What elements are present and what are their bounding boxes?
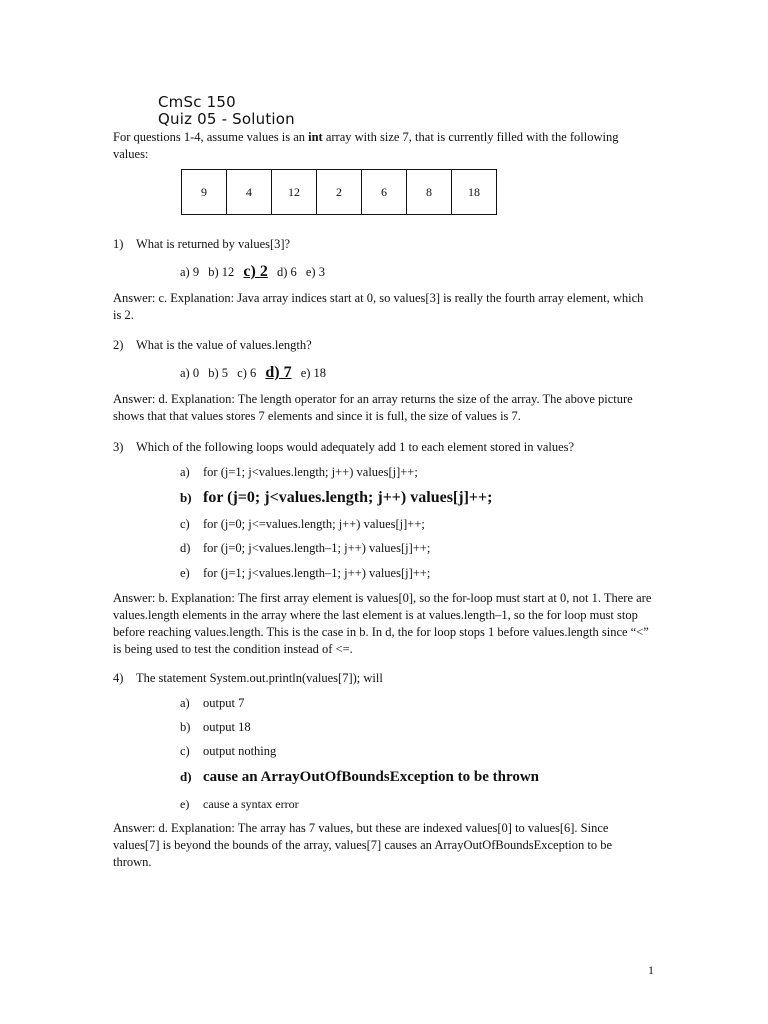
q3-option-e: e) for (j=1; j<values.length–1; j++) values[j]++;	[180, 566, 431, 580]
q4-option-d-correct: d) cause an ArrayOutOfBoundsException to be thrown	[180, 769, 540, 785]
q4-answer: Answer: d. Explanation: The array has 7 values, but these are indexed values[0] to values[6]. Since values[7] is beyond the bounds of the array, values[7] causes an ArrayOutOfBoundsException to be thrown.	[113, 821, 613, 869]
intro-pre: For questions 1-4, assume values is an	[113, 130, 309, 144]
array-cell: 6	[362, 170, 407, 215]
choice-d-correct: d) 7	[265, 364, 292, 381]
array-cell: 12	[272, 170, 317, 215]
question-number: 1)	[113, 237, 124, 251]
values-array-table	[181, 169, 497, 215]
question-3	[113, 440, 574, 455]
choice-a: a) 9	[180, 265, 200, 279]
question-2	[113, 338, 312, 353]
question-text: Which of the following loops would adequately add 1 to each element stored in values?	[136, 440, 575, 454]
choice-c: c) 6	[237, 366, 257, 380]
q2-answer: Answer: d. Explanation: The length operator for an array returns the size of the array. The above picture shows that that values stores 7 elements and since it is full, the size of values is 7.	[113, 392, 633, 423]
q4-option-a: a) output 7	[180, 696, 245, 710]
q1-answer: Answer: c. Explanation: Java array indices start at 0, so values[3] is really the fourth array element, which is 2.	[113, 291, 644, 322]
course-title: CmSc 150	[158, 93, 236, 111]
choice-c-correct: c) 2	[243, 263, 268, 280]
choice-a: a) 0	[180, 366, 200, 380]
q3-option-a: a) for (j=1; j<values.length; j++) values[j]++;	[180, 465, 418, 479]
question-number: 3)	[113, 440, 124, 454]
q4-option-e: e) cause a syntax error	[180, 797, 299, 811]
choice-d: d) 6	[276, 265, 297, 279]
q3-answer: Answer: b. Explanation: The first array element is values[0], so the for-loop must start at 0, not 1. There are values.length elements in the array where the last element is at values.length–1, so the for loop must stop before reaching values.length. This is the case in b. In d, the for loop stops 1 before values.length since “<” is being used to test the condition instead of <=.	[113, 591, 652, 656]
array-cell: 9	[182, 170, 227, 215]
q4-option-c: c) output nothing	[180, 744, 277, 758]
question-text: What is the value of values.length?	[136, 338, 312, 352]
q2-choices	[180, 364, 332, 382]
array-cell: 8	[407, 170, 452, 215]
question-1	[113, 237, 290, 252]
array-cell: 4	[227, 170, 272, 215]
q1-choices	[180, 263, 331, 281]
question-text: The statement System.out.println(values[7]); will	[136, 671, 383, 685]
choice-e: e) 3	[305, 265, 325, 279]
intro-paragraph	[113, 129, 653, 163]
question-4	[113, 671, 383, 686]
array-cell: 2	[317, 170, 362, 215]
choice-e: e) 18	[300, 366, 327, 380]
question-text: What is returned by values[3]?	[136, 237, 291, 251]
question-number: 4)	[113, 671, 124, 685]
page-number: 1	[648, 963, 654, 977]
quiz-title: Quiz 05 - Solution	[158, 110, 295, 128]
intro-bold: int	[308, 130, 323, 144]
array-cell: 18	[452, 170, 497, 215]
choice-b: b) 5	[208, 366, 229, 380]
q3-option-c: c) for (j=0; j<=values.length; j++) values[j]++;	[180, 517, 425, 531]
q3-option-d: d) for (j=0; j<values.length–1; j++) values[j]++;	[180, 541, 431, 555]
intro-post: array with size 7, that is currently filled with the following values:	[113, 130, 619, 161]
q4-option-b: b) output 18	[180, 720, 251, 734]
q3-option-b-correct: b) for (j=0; j<values.length; j++) values[j]++;	[180, 489, 493, 506]
choice-b: b) 12	[208, 265, 235, 279]
question-number: 2)	[113, 338, 124, 352]
